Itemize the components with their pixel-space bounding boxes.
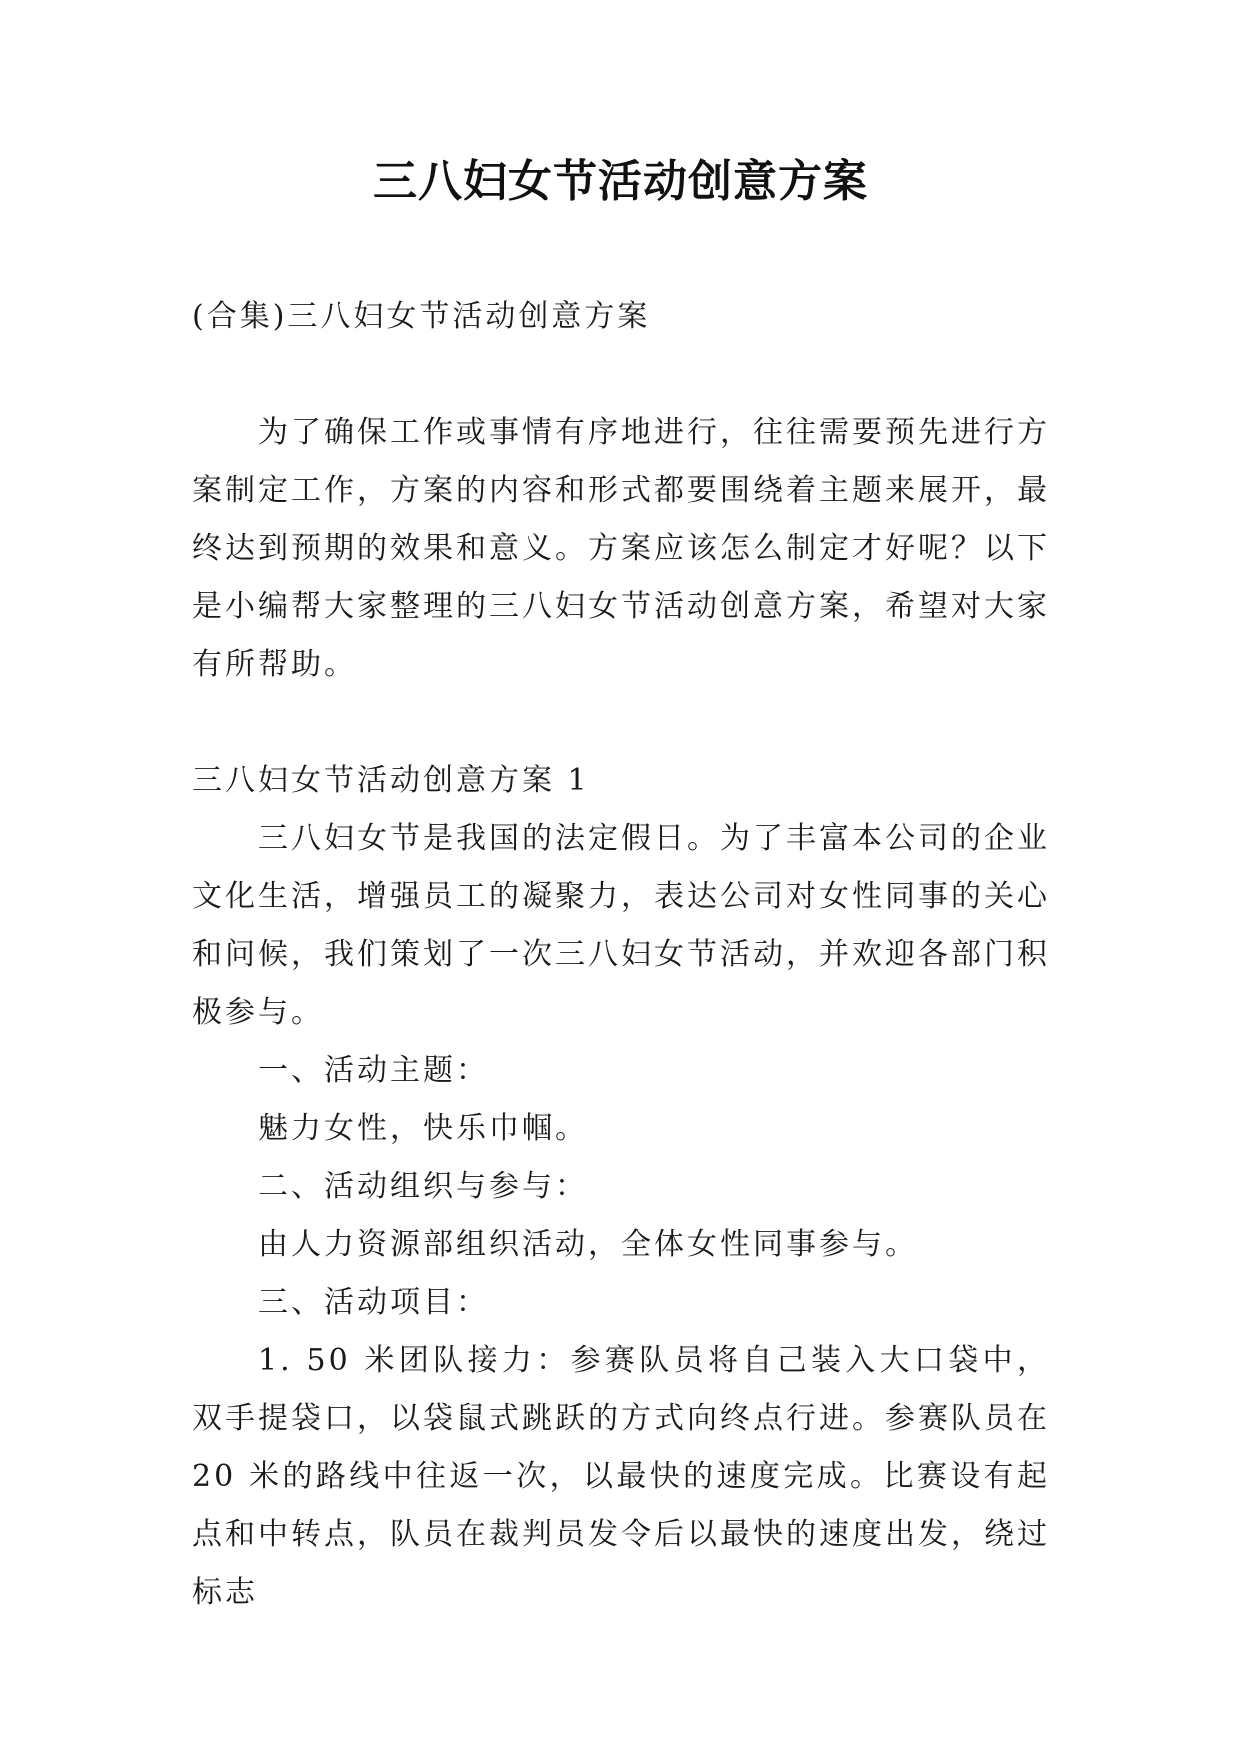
section-heading: 三八妇女节活动创意方案 1 (192, 763, 590, 798)
heading-activities: 三、活动项目： (258, 1285, 489, 1320)
body-paragraph: 由人力资源部组织活动，全体女性同事参与。 (258, 1227, 918, 1262)
heading-theme: 一、活动主题： (258, 1053, 489, 1088)
intro-paragraph: 为了确保工作或事情有序地进行，往往需要预先进行方案制定工作，方案的内容和形式都要围绕着主题来展开，最终达到预期的效果和意义。方案应该怎么制定才好呢？以下是小编帮大家整理的三八妇女节活动创意方案，希望对大家有所帮助。 (192, 415, 1050, 682)
heading-organization: 二、活动组织与参与： (258, 1169, 588, 1204)
document-title: 三八妇女节活动创意方案 (373, 156, 868, 207)
document-body (192, 288, 1050, 1622)
body-paragraph: 1. 50 米团队接力：参赛队员将自己装入大口袋中，双手提袋口，以袋鼠式跳跃的方式向终点行进。参赛队员在 20 米的路线中往返一次，以最快的速度完成。比赛设有起点和中转点，队员在裁判员发令后以最快的速度出发，绕过标志 (192, 1343, 1050, 1610)
body-paragraph: 魅力女性，快乐巾帼。 (258, 1111, 588, 1146)
body-paragraph: 三八妇女节是我国的法定假日。为了丰富本公司的企业文化生活，增强员工的凝聚力，表达公司对女性同事的关心和问候，我们策划了一次三八妇女节活动，并欢迎各部门积极参与。 (192, 821, 1050, 1030)
document-subtitle: (合集)三八妇女节活动创意方案 (192, 299, 651, 334)
